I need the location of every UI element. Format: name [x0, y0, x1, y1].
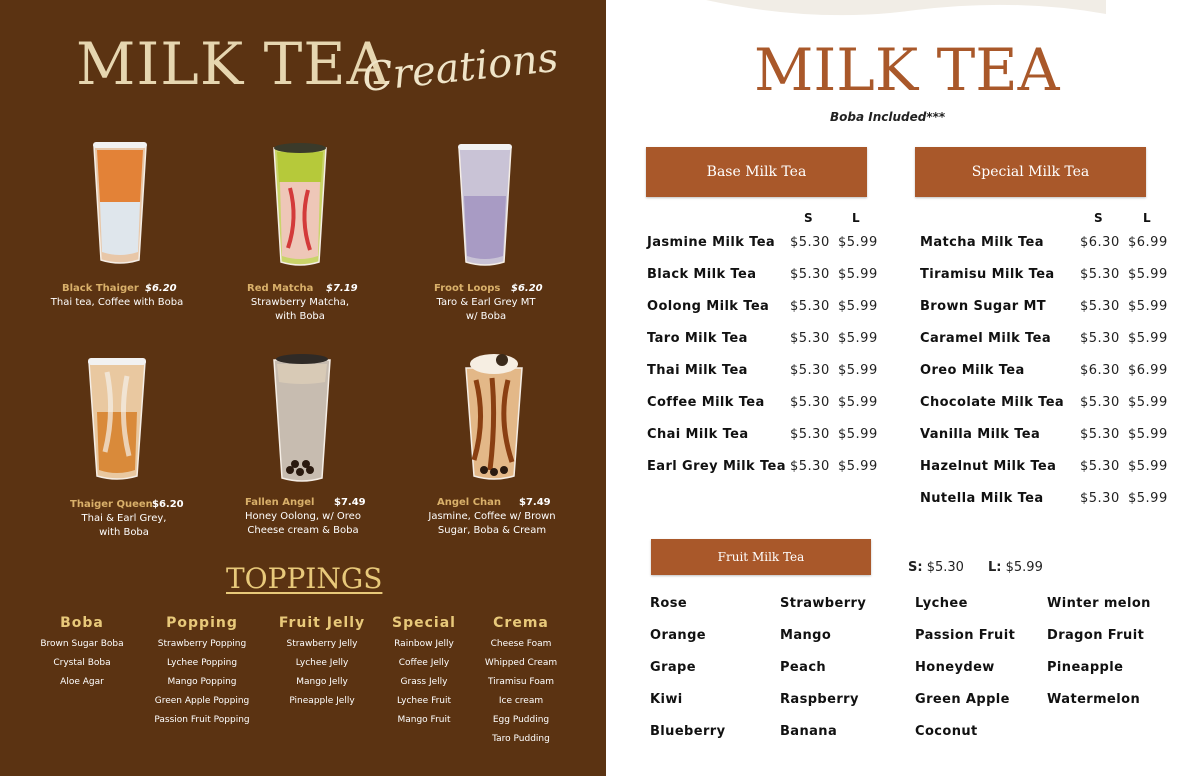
creations-script-title: Creations [360, 34, 561, 102]
drink-name: Angel Chan [437, 497, 502, 508]
topping-item: Lychee Popping [166, 658, 238, 668]
menu-item-name: Chocolate Milk Tea [920, 395, 1065, 410]
topping-item: Egg Pudding [492, 715, 550, 725]
menu-item-row [920, 491, 1200, 509]
drink-description: Honey Oolong, w/ Oreo [245, 511, 361, 522]
menu-item-name: Brown Sugar MT [920, 299, 1047, 314]
topping-item: Grass Jelly [400, 677, 448, 687]
fruit-price-l-value: $5.99 [1005, 560, 1043, 575]
topping-item: Lychee Fruit [396, 696, 452, 706]
menu-item-row [920, 427, 1200, 445]
menu-item-price-s: $5.30 [790, 427, 830, 442]
topping-item: Cheese Foam [490, 639, 552, 649]
drink-price: $6.20 [511, 283, 543, 294]
topping-item: Tiramisu Foam [487, 677, 555, 687]
menu-item-row [647, 267, 947, 285]
drink-image-black-thaiger [90, 132, 146, 267]
drink-name: Red Matcha [247, 283, 314, 294]
toppings-column-special [382, 615, 466, 725]
menu-item-price-l: $5.99 [838, 235, 878, 250]
menu-item-name: Black Milk Tea [647, 267, 757, 282]
topping-item: Coffee Jelly [398, 658, 450, 668]
menu-item-price-s: $5.30 [1080, 491, 1120, 506]
toppings-heading: Boba [60, 615, 104, 631]
topping-item: Whipped Cream [484, 658, 558, 668]
drink-image-fallen-angel [270, 350, 326, 485]
menu-item-name: Jasmine Milk Tea [647, 235, 776, 250]
drink-description: with Boba [99, 527, 149, 538]
fruit-flavor: Watermelon [1047, 692, 1141, 707]
fruit-flavor: Passion Fruit [915, 628, 1016, 643]
menu-item-price-l: $6.99 [1128, 363, 1168, 378]
fruit-flavor: Raspberry [780, 692, 859, 707]
menu-item-price-l: $6.99 [1128, 235, 1168, 250]
menu-item-price-l: $5.99 [838, 331, 878, 346]
drink-image-froot-loops [455, 136, 511, 268]
menu-item-row [647, 427, 947, 445]
toppings-column-popping [146, 615, 258, 725]
menu-item-price-s: $5.30 [790, 331, 830, 346]
menu-item-row [647, 459, 947, 477]
size-l-label: L [1143, 211, 1151, 225]
drink-image-thaiger-queen [85, 352, 141, 482]
drink-image-red-matcha [270, 138, 326, 268]
menu-item-price-l: $5.99 [838, 395, 878, 410]
toppings-column-fruit-jelly [272, 615, 372, 706]
topping-item: Ice cream [498, 696, 544, 706]
fruit-flavor: Rose [650, 596, 688, 611]
fruit-flavor: Pineapple [1047, 660, 1124, 675]
fruit-price-s-label: S: [908, 560, 923, 575]
creations-title: MILK TEA [76, 30, 390, 98]
menu-item-price-l: $5.99 [1128, 459, 1168, 474]
menu-item-price-s: $5.30 [1080, 267, 1120, 282]
menu-item-name: Matcha Milk Tea [920, 235, 1044, 250]
fruit-flavor: Winter melon [1047, 596, 1151, 611]
drink-description: Jasmine, Coffee w/ Brown [428, 511, 556, 522]
topping-item: Taro Pudding [492, 734, 550, 744]
drink-description: with Boba [275, 311, 325, 322]
menu-item-price-l: $5.99 [838, 363, 878, 378]
menu-item-row [647, 363, 947, 381]
menu-item-name: Taro Milk Tea [647, 331, 748, 346]
drink-description: Sugar, Boba & Cream [437, 525, 547, 536]
fruit-flavor: Mango [780, 628, 832, 643]
special-milk-tea-header: Special Milk Tea [915, 147, 1146, 197]
topping-item: Pineapple Jelly [289, 696, 355, 706]
drink-description: Taro & Earl Grey MT [436, 297, 536, 308]
topping-item: Mango Jelly [296, 677, 348, 687]
toppings-column-boba [30, 615, 134, 687]
menu-item-name: Hazelnut Milk Tea [920, 459, 1057, 474]
menu-item-row [920, 267, 1200, 285]
drink-image-angel-chan [462, 350, 518, 482]
menu-item-price-s: $5.30 [1080, 299, 1120, 314]
topping-item: Passion Fruit Popping [154, 715, 250, 725]
menu-item-price-l: $5.99 [838, 459, 878, 474]
topping-item: Mango Popping [167, 677, 237, 687]
menu-item-price-s: $5.30 [790, 459, 830, 474]
drink-name: Fallen Angel [245, 497, 315, 508]
fruit-price-l-label: L: [988, 560, 1002, 575]
milk-tea-title: MILK TEA [754, 36, 1060, 104]
menu-item-price-s: $5.30 [790, 363, 830, 378]
menu-item-price-l: $5.99 [1128, 299, 1168, 314]
menu-item-price-l: $5.99 [1128, 427, 1168, 442]
brush-texture [696, 0, 1116, 26]
menu-item-name: Oolong Milk Tea [647, 299, 770, 314]
toppings-heading: Popping [166, 615, 238, 631]
drink-name: Thaiger Queen [70, 499, 153, 510]
fruit-price-s [908, 560, 964, 575]
fruit-flavor: Kiwi [650, 692, 683, 707]
drink-description: Cheese cream & Boba [247, 525, 359, 536]
menu-item-name: Chai Milk Tea [647, 427, 749, 442]
menu-item-price-s: $5.30 [790, 267, 830, 282]
drink-price: $6.20 [152, 499, 184, 510]
menu-item-price-s: $5.30 [790, 299, 830, 314]
size-l-label: L [852, 211, 860, 225]
fruit-flavor: Strawberry [780, 596, 867, 611]
menu-item-row [920, 459, 1200, 477]
drink-price: $7.49 [519, 497, 551, 508]
drink-description: Strawberry Matcha, [250, 297, 350, 308]
fruit-flavor: Coconut [915, 724, 978, 739]
topping-item: Brown Sugar Boba [40, 639, 124, 649]
menu-item-price-l: $5.99 [1128, 267, 1168, 282]
drink-price: $6.20 [145, 283, 177, 294]
fruit-flavor: Dragon Fruit [1047, 628, 1145, 643]
menu-item-row [647, 331, 947, 349]
menu-item-price-s: $5.30 [790, 235, 830, 250]
fruit-flavor: Orange [650, 628, 707, 643]
topping-item: Lychee Jelly [295, 658, 349, 668]
menu-item-price-l: $5.99 [1128, 395, 1168, 410]
menu-item-price-s: $5.30 [1080, 459, 1120, 474]
menu-item-price-s: $6.30 [1080, 235, 1120, 250]
drink-description: Thai & Earl Grey, [81, 513, 167, 524]
menu-item-price-s: $5.30 [1080, 427, 1120, 442]
fruit-flavor: Lychee [915, 596, 968, 611]
fruit-flavor: Green Apple [915, 692, 1010, 707]
topping-item: Mango Fruit [397, 715, 451, 725]
menu-item-name: Earl Grey Milk Tea [647, 459, 786, 474]
fruit-flavor: Banana [780, 724, 838, 739]
menu-item-price-l: $5.99 [838, 427, 878, 442]
fruit-flavor: Peach [780, 660, 827, 675]
toppings-heading: Fruit Jelly [278, 615, 366, 631]
menu-item-price-l: $5.99 [1128, 331, 1168, 346]
menu-item-row [647, 235, 947, 253]
menu-item-price-s: $5.30 [790, 395, 830, 410]
menu-item-price-l: $5.99 [838, 299, 878, 314]
menu-item-row [647, 299, 947, 317]
toppings-title: TOPPINGS [226, 562, 383, 595]
drink-description: w/ Boba [465, 311, 507, 322]
toppings-column-crema [476, 615, 566, 744]
toppings-heading: Special [392, 615, 456, 631]
topping-item: Green Apple Popping [154, 696, 250, 706]
menu-item-name: Nutella Milk Tea [920, 491, 1044, 506]
topping-item: Aloe Agar [60, 677, 104, 687]
size-s-label: S [1094, 211, 1103, 225]
size-s-label: S [804, 211, 813, 225]
menu-item-name: Caramel Milk Tea [920, 331, 1051, 346]
menu-item-name: Oreo Milk Tea [920, 363, 1025, 378]
menu-item-price-l: $5.99 [1128, 491, 1168, 506]
drink-name: Froot Loops [434, 283, 501, 294]
fruit-flavor: Honeydew [915, 660, 995, 675]
topping-item: Crystal Boba [53, 658, 111, 668]
fruit-flavor: Grape [650, 660, 696, 675]
menu-item-name: Thai Milk Tea [647, 363, 748, 378]
topping-item: Rainbow Jelly [394, 639, 454, 649]
menu-item-price-s: $5.30 [1080, 331, 1120, 346]
menu-item-price-s: $5.30 [1080, 395, 1120, 410]
fruit-price-s-value: $5.30 [926, 560, 964, 575]
menu-item-row [647, 395, 947, 413]
topping-item: Strawberry Jelly [286, 639, 358, 649]
fruit-flavor: Blueberry [650, 724, 726, 739]
fruit-milk-tea-header: Fruit Milk Tea [651, 539, 871, 575]
drink-price: $7.49 [334, 497, 366, 508]
menu-item-row [920, 331, 1200, 349]
drink-description: Thai tea, Coffee with Boba [50, 297, 184, 308]
menu-item-name: Coffee Milk Tea [647, 395, 765, 410]
menu-item-name: Vanilla Milk Tea [920, 427, 1041, 442]
menu-item-row [920, 235, 1200, 253]
drink-price: $7.19 [326, 283, 358, 294]
menu-item-price-l: $5.99 [838, 267, 878, 282]
menu-item-price-s: $6.30 [1080, 363, 1120, 378]
menu-item-row [920, 299, 1200, 317]
menu-item-name: Tiramisu Milk Tea [920, 267, 1055, 282]
base-milk-tea-header: Base Milk Tea [646, 147, 867, 197]
toppings-heading: Crema [493, 615, 549, 631]
menu-item-row [920, 363, 1200, 381]
menu-item-row [920, 395, 1200, 413]
right-panel [606, 0, 1200, 776]
topping-item: Strawberry Popping [157, 639, 247, 649]
fruit-price-l [988, 560, 1043, 575]
boba-included-note: Boba Included*** [830, 110, 946, 124]
drink-name: Black Thaiger [62, 283, 139, 294]
